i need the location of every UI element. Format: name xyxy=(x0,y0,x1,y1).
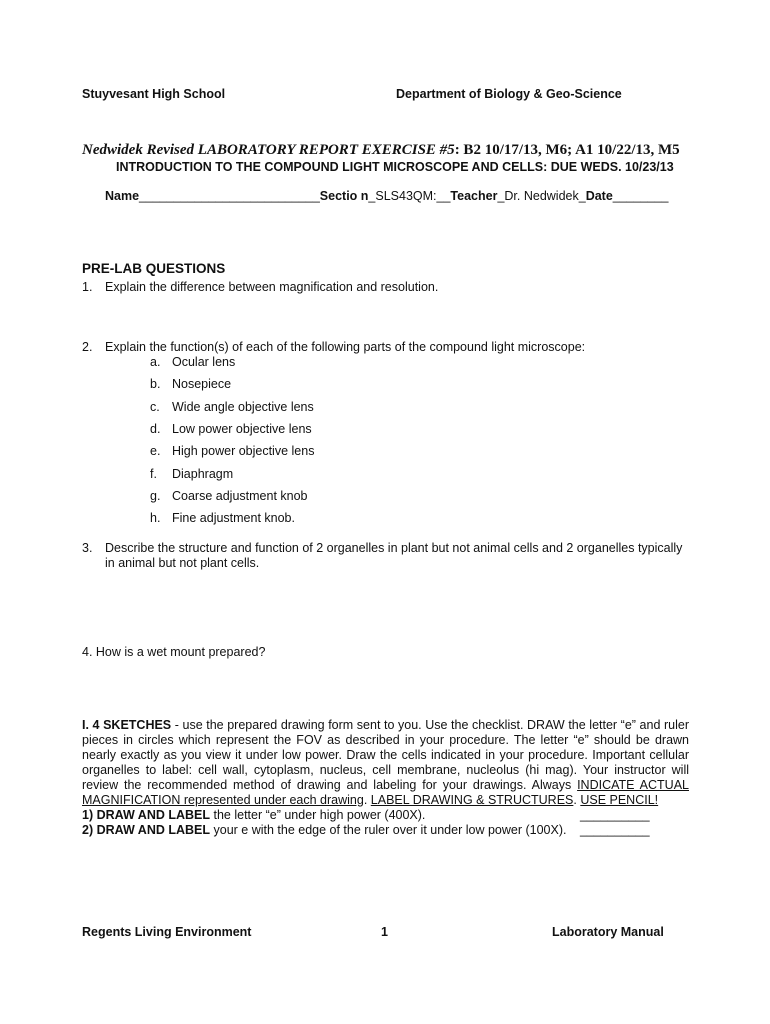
sketch-item-1-label: 1) DRAW AND LABEL xyxy=(82,808,211,822)
part-letter: a. xyxy=(150,355,161,369)
part-letter: g. xyxy=(150,488,161,503)
part-name: Coarse adjustment knob xyxy=(172,488,308,503)
report-title-dates: : B2 10/17/13, M6; A1 10/22/13, M5 xyxy=(454,142,680,158)
date-blank[interactable]: ________ xyxy=(612,189,669,203)
part-letter: h. xyxy=(150,511,161,526)
part-name: Fine adjustment knob. xyxy=(172,511,295,526)
sketch-item-2-text: your e with the edge of the ruler over it under low power (100X). xyxy=(210,823,567,837)
part-name: Wide angle objective lens xyxy=(172,399,314,414)
name-blank[interactable]: __________________________ xyxy=(139,189,320,203)
sketch-item-2 xyxy=(82,823,566,837)
sketches-heading: I. 4 SKETCHES xyxy=(82,718,172,732)
report-subtitle: INTRODUCTION TO THE COMPOUND LIGHT MICROSCOPE AND CELLS: DUE WEDS. 10/23/13 xyxy=(116,160,674,174)
section-label: Sectio n xyxy=(319,189,369,203)
footer-course: Regents Living Environment xyxy=(82,925,252,939)
department-name: Department of Biology & Geo-Science xyxy=(396,87,622,101)
teacher-value: _Dr. Nedwidek_ xyxy=(497,189,586,203)
label-instruction: LABEL DRAWING & STRUCTURES xyxy=(370,793,574,807)
name-label: Name xyxy=(105,189,140,203)
school-name: Stuyvesant High School xyxy=(82,87,226,101)
part-letter: b. xyxy=(150,377,161,392)
separator: . xyxy=(573,793,581,807)
sketch-item-1-blank[interactable]: __________ xyxy=(580,808,650,822)
student-info-line xyxy=(105,189,668,203)
pencil-instruction: USE PENCIL! xyxy=(580,793,659,807)
sketch-item-1-text: the letter “e” under high power (400X). xyxy=(210,808,426,822)
report-title-italic: Nedwidek Revised LABORATORY REPORT EXERCISE #5 xyxy=(82,142,455,158)
sketch-item-1 xyxy=(82,808,425,822)
section-value: _SLS43QM:__ xyxy=(368,189,451,203)
date-label: Date xyxy=(585,189,613,203)
question-number: 2. xyxy=(82,340,93,354)
teacher-label: Teacher xyxy=(450,189,498,203)
sketches-instructions xyxy=(82,718,689,808)
part-name: Low power objective lens xyxy=(172,421,312,436)
question-number: 3. xyxy=(82,541,93,555)
question-number: 1. xyxy=(82,280,93,294)
part-letter: c. xyxy=(150,399,160,414)
part-name: Ocular lens xyxy=(172,355,236,369)
report-title xyxy=(82,142,680,159)
part-name: Diaphragm xyxy=(172,466,234,481)
sketch-item-2-blank[interactable]: __________ xyxy=(580,823,650,837)
part-name: Nosepiece xyxy=(172,377,232,392)
question-4: 4. How is a wet mount prepared? xyxy=(82,645,266,659)
page-number: 1 xyxy=(381,925,388,939)
part-letter: f. xyxy=(150,466,157,481)
question-text: Explain the function(s) of each of the following parts of the compound light microscope: xyxy=(105,340,586,354)
part-name: High power objective lens xyxy=(172,444,315,459)
prelab-heading: PRE-LAB QUESTIONS xyxy=(82,261,226,276)
question-text: Explain the difference between magnification and resolution. xyxy=(105,280,439,294)
sketches-body: - use the prepared drawing form sent to you. Use the checklist. DRAW the letter “e” and ruler pieces in circles which represent the FOV as described in your procedure. The letter “e” should be drawn nearly exactly as you view it under low power. Draw the cells indicated in your procedure. Important cellular organelles to label: cell wall, cytoplasm, nucleus, cell membrane, nucleolus (hi mag). Your instructor will review the recommended method of drawing and labeling for your drawings. Always xyxy=(82,718,689,792)
part-letter: d. xyxy=(150,421,161,436)
magnification-instruction: INDICATE ACTUAL MAGNIFICATION represented under each drawing xyxy=(82,778,689,807)
footer-manual: Laboratory Manual xyxy=(552,925,664,939)
sketch-item-2-label: 2) DRAW AND LABEL xyxy=(82,823,211,837)
question-text: Describe the structure and function of 2 organelles in plant but not animal cells and 2 organelles typically in animal but not plant cells. xyxy=(105,541,683,570)
separator: . xyxy=(363,793,371,807)
part-letter: e. xyxy=(150,444,161,459)
